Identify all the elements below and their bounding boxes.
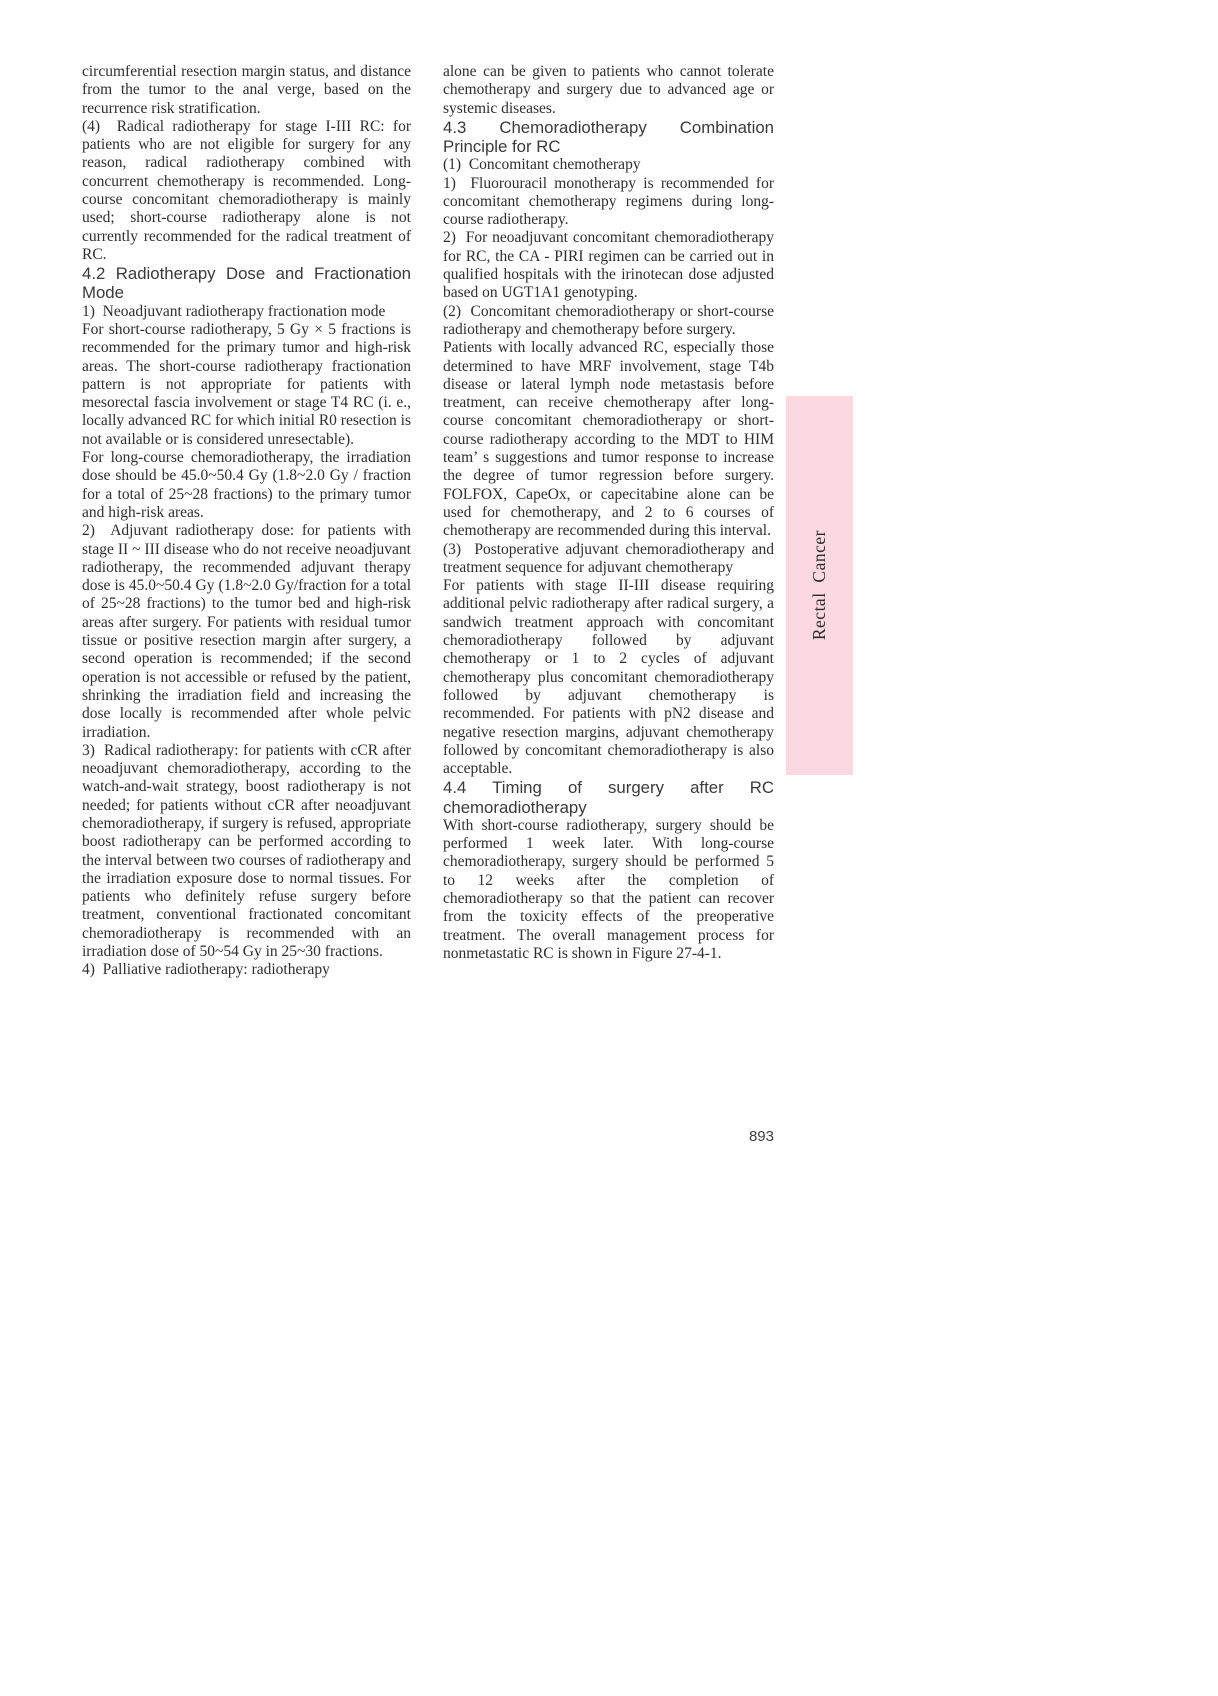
list-item: 1) Neoadjuvant radiotherapy fractionation mode [82, 302, 386, 320]
page-number: 893 [748, 1128, 774, 1145]
chapter-tab-label: Rectal Cancer [809, 530, 829, 641]
list-item: 2) For neoadjuvant concomitant chemoradiotherapy for RC, the CA - PIRI regimen can be carried out in qualified hospitals with the irinotecan dose adjusted based on UGT1A1 genotyping. [443, 229, 774, 302]
section-heading-4-2: 4.2 Radiotherapy Dose and Fractionation Mode [82, 264, 411, 303]
list-item: (2) Concomitant chemoradiotherapy or short-course radiotherapy and chemotherapy before surgery. [443, 302, 774, 338]
section-heading-4-4: 4.4 Timing of surgery after RC chemoradiotherapy [443, 778, 774, 817]
paragraph: circumferential resection margin status, and distance from the tumor to the anal verge, based on the recurrence risk stratification. [82, 63, 411, 117]
chapter-thumb-tab [786, 396, 853, 775]
paragraph: For patients with stage II-III disease requiring additional pelvic radiotherapy after radical surgery, a sandwich treatment approach with concomitant chemoradiotherapy followed by adjuvant chemotherapy or 1 to 2 cycles of adjuvant chemotherapy plus concomitant chemoradiotherapy followed by adjuvant chemotherapy is recommended. For patients with pN2 disease and negative resection margins, adjuvant chemotherapy followed by concomitant chemoradiotherapy is also acceptable. [443, 577, 774, 778]
paragraph: For short-course radiotherapy, 5 Gy × 5 fractions is recommended for the primary tumor and high-risk areas. The short-course radiotherapy fractionation pattern is not appropriate for patients with mesorectal fascia involvement or stage T4 RC (i. e., locally advanced RC for which initial R0 resection is not available or is considered unresectable). [82, 320, 411, 448]
text-column-right [443, 63, 774, 963]
text-column-left [82, 63, 411, 980]
section-heading-4-3: 4.3 Chemoradiotherapy Combination Principle for RC [443, 117, 774, 157]
paragraph: alone can be given to patients who cannot tolerate chemotherapy and surgery due to advanced age or systemic diseases. [443, 63, 774, 117]
list-item: (1) Concomitant chemotherapy [443, 156, 641, 174]
list-item: 1) Fluorouracil monotherapy is recommended for concomitant chemotherapy regimens during long-course radiotherapy. [443, 174, 774, 229]
paragraph: For long-course chemoradiotherapy, the irradiation dose should be 45.0~50.4 Gy (1.8~2.0 Gy / fraction for a total of 25~28 fractions) to the primary tumor and high-risk areas. [82, 449, 411, 521]
list-item: 4) Palliative radiotherapy: radiotherapy [82, 961, 330, 979]
paragraph: With short-course radiotherapy, surgery should be performed 1 week later. With long-course chemoradiotherapy, surgery should be performed 5 to 12 weeks after the completion of chemoradiotherapy so that the patient can recover from the toxicity effects of the preoperative treatment. The overall management process for nonmetastatic RC is shown in Figure 27-4-1. [443, 816, 774, 962]
list-item: 2) Adjuvant radiotherapy dose: for patients with stage II ~ III disease who do not receive neoadjuvant radiotherapy, the recommended adjuvant therapy dose is 45.0~50.4 Gy (1.8~2.0 Gy/fraction for a total of 25~28 fractions) to the tumor bed and high-risk areas after surgery. For patients with residual tumor tissue or positive resection margin after surgery, a second operation is recommended; if the second operation is not accessible or refused by the patient, shrinking the irradiation field and increasing the dose locally is recommended after whole pelvic irradiation. [82, 522, 411, 741]
paragraph: Patients with locally advanced RC, especially those determined to have MRF involvement, stage T4b disease or lateral lymph node metastasis before treatment, can receive chemotherapy after long-course concomitant chemoradiotherapy or short-course radiotherapy according to the MDT to HIM team’ s suggestions and tumor response to increase the degree of tumor regression before surgery. FOLFOX, CapeOx, or capecitabine alone can be used for chemotherapy, and 2 to 6 courses of chemotherapy are recommended during this interval. [443, 339, 774, 540]
list-item: (3) Postoperative adjuvant chemoradiotherapy and treatment sequence for adjuvant chemotherapy [443, 540, 774, 576]
list-item: 3) Radical radiotherapy: for patients with cCR after neoadjuvant chemoradiotherapy, according to the watch-and-wait strategy, boost radiotherapy is not needed; for patients without cCR after neoadjuvant chemoradiotherapy, if surgery is refused, appropriate boost radiotherapy can be performed according to the interval between two courses of radiotherapy and the irradiation exposure dose to normal tissues. For patients who definitely refuse surgery before treatment, conventional fractionated concomitant chemoradiotherapy is recommended with an irradiation dose of 50~54 Gy in 25~30 fractions. [82, 741, 411, 961]
paragraph: (4) Radical radiotherapy for stage I-III RC: for patients who are not eligible for surgery for any reason, radical radiotherapy combined with concurrent chemotherapy is recommended. Long-course concomitant chemoradiotherapy is mainly used; short-course radiotherapy alone is not currently recommended for the radical treatment of RC. [82, 117, 411, 263]
